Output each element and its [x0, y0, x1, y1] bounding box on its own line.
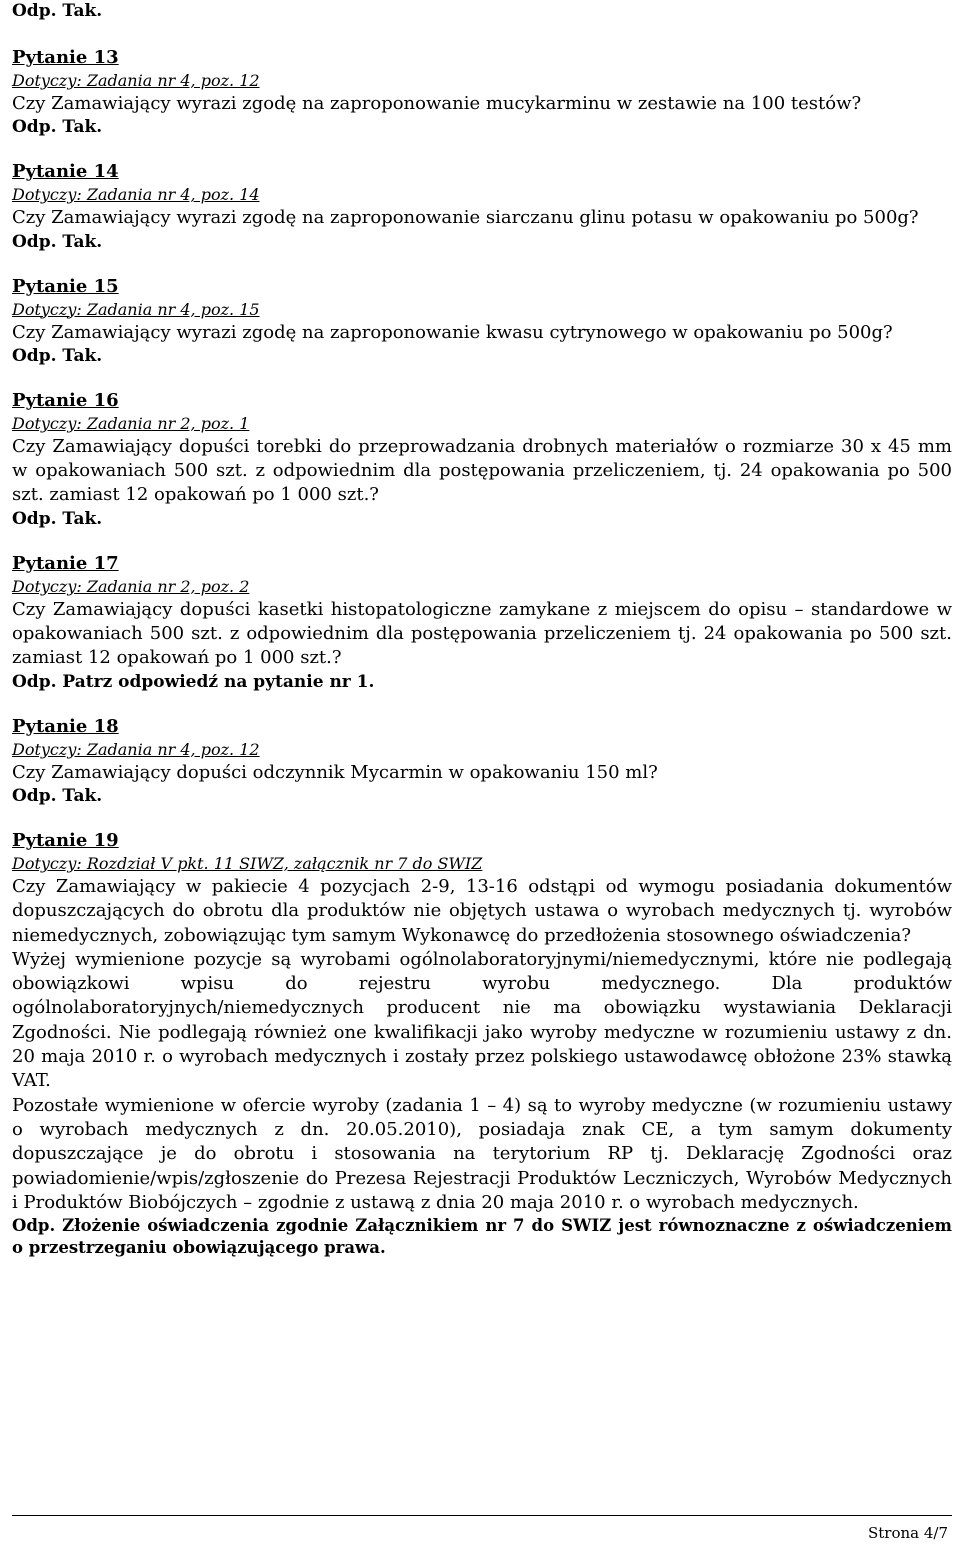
- question-title: Pytanie 16: [12, 389, 119, 411]
- answer-text: Odp. Tak.: [12, 231, 103, 252]
- answer-text: Odp. Patrz odpowiedź na pytanie nr 1.: [12, 671, 375, 692]
- document-page: [12, 0, 952, 1259]
- question-16: [12, 389, 952, 530]
- question-text: Czy Zamawiający wyrazi zgodę na zaproponowanie kwasu cytrynowego w opakowaniu po 500g?: [12, 321, 893, 343]
- answer-text: Odp. Tak.: [12, 785, 103, 806]
- question-text: Czy Zamawiający wyrazi zgodę na zaproponowanie siarczanu glinu potasu w opakowaniu po 500g?: [12, 207, 919, 229]
- question-text: Czy Zamawiający wyrazi zgodę na zaproponowanie mucykarminu w zestawie na 100 testów?: [12, 93, 862, 114]
- question-title: Pytanie 19: [12, 829, 119, 851]
- question-reference: Dotyczy: Zadania nr 4, poz. 15: [12, 299, 260, 319]
- footer-divider: [12, 1515, 952, 1516]
- question-title: Pytanie 18: [12, 715, 119, 737]
- answer-text: Odp. Złożenie oświadczenia zgodnie Załącznikiem nr 7 do SWIZ jest równoznaczne z oświadczeniem o przestrzeganiu obowiązującego prawa.: [12, 1216, 952, 1258]
- question-title: Pytanie 14: [12, 161, 119, 183]
- page-number: Strona 4/7: [867, 1524, 948, 1542]
- question-18: [12, 715, 952, 807]
- question-15: [12, 275, 952, 367]
- question-title: Pytanie 15: [12, 275, 119, 297]
- question-reference: Dotyczy: Zadania nr 4, poz. 12: [12, 71, 260, 90]
- question-17: [12, 552, 952, 693]
- question-text: Czy Zamawiający w pakiecie 4 pozycjach 2-9, 13-16 odstąpi od wymogu posiadania dokumentów dopuszczających do obrotu dla produktów nie objętych ustawa o wyrobach medycznych tj. wyrobów niemedycznych, zobowiązując tym samym Wykonawcę do przedłożenia stosownego oświadczenia?: [12, 875, 952, 946]
- question-reference: Dotyczy: Zadania nr 4, poz. 12: [12, 739, 260, 759]
- question-text: Czy Zamawiający dopuści odczynnik Mycarmin w opakowaniu 150 ml?: [12, 761, 658, 783]
- question-text: Czy Zamawiający dopuści kasetki histopatologiczne zamykane z miejscem do opisu – standardowe w opakowaniach 500 szt. z odpowiednim dla postępowania przeliczeniem tj. 24 opakowania po 500 szt. zamiast 12 opakowań po 1 000 szt.?: [12, 598, 952, 669]
- answer-text: Odp. Tak.: [12, 508, 103, 529]
- question-text-remaining: Pozostałe wymienione w ofercie wyroby (zadania 1 – 4) są to wyroby medyczne (w rozumieniu ustawy o wyrobach medycznych z dn. 20.05.2010), posiadaja znak CE, a tym samym dokumenty dopuszczające je do obrotu i stosowania na terytorium RP tj. Deklarację Zgodności oraz powiadomienie/wpis/zgłoszenie do Prezesa Rejestracji Produktów Leczniczych, Wyrobów Medycznych i Produktów Biobójczych – zgodnie z ustawą z dnia 20 maja 2010 r. o wyrobach medycznych.: [12, 1094, 952, 1213]
- question-reference: Dotyczy: Zadania nr 2, poz. 1: [12, 413, 250, 433]
- question-13: [12, 46, 952, 138]
- answer-text: Odp. Tak.: [12, 345, 103, 366]
- question-text-explanation: Wyżej wymienione pozycje są wyrobami ogólnolaboratoryjnymi/niemedycznymi, które nie podlegają obowiązkowi wpisu do rejestru wyrobu medycznego. Dla produktów ogólnolaboratoryjnych/niemedycznych producent nie ma obowiązku wystawiania Deklaracji Zgodności. Nie podlegają również one kwalifikacji jako wyroby medyczne w rozumieniu ustawy z dn. 20 maja 2010 r. o wyrobach medycznych i zostały przez polskiego ustawodawcę obłożone 23% stawką VAT.: [12, 948, 952, 1092]
- question-reference: Dotyczy: Rozdział V pkt. 11 SIWZ, załącznik nr 7 do SWIZ: [12, 853, 483, 873]
- answer-text: Odp. Tak.: [12, 117, 103, 138]
- question-reference: Dotyczy: Zadania nr 2, poz. 2: [12, 576, 250, 596]
- question-text: Czy Zamawiający dopuści torebki do przeprowadzania drobnych materiałów o rozmiarze 30 x 45 mm w opakowaniach 500 szt. z odpowiednim dla postępowania przeliczeniem, tj. 24 opakowania po 500 szt. zamiast 12 opakowań po 1 000 szt.?: [12, 435, 952, 506]
- question-19: [12, 829, 952, 1259]
- question-14: [12, 160, 952, 252]
- answer-text: Odp. Tak.: [12, 1, 103, 21]
- question-title: Pytanie 13: [12, 47, 119, 68]
- question-title: Pytanie 17: [12, 552, 119, 574]
- question-reference: Dotyczy: Zadania nr 4, poz. 14: [12, 185, 260, 205]
